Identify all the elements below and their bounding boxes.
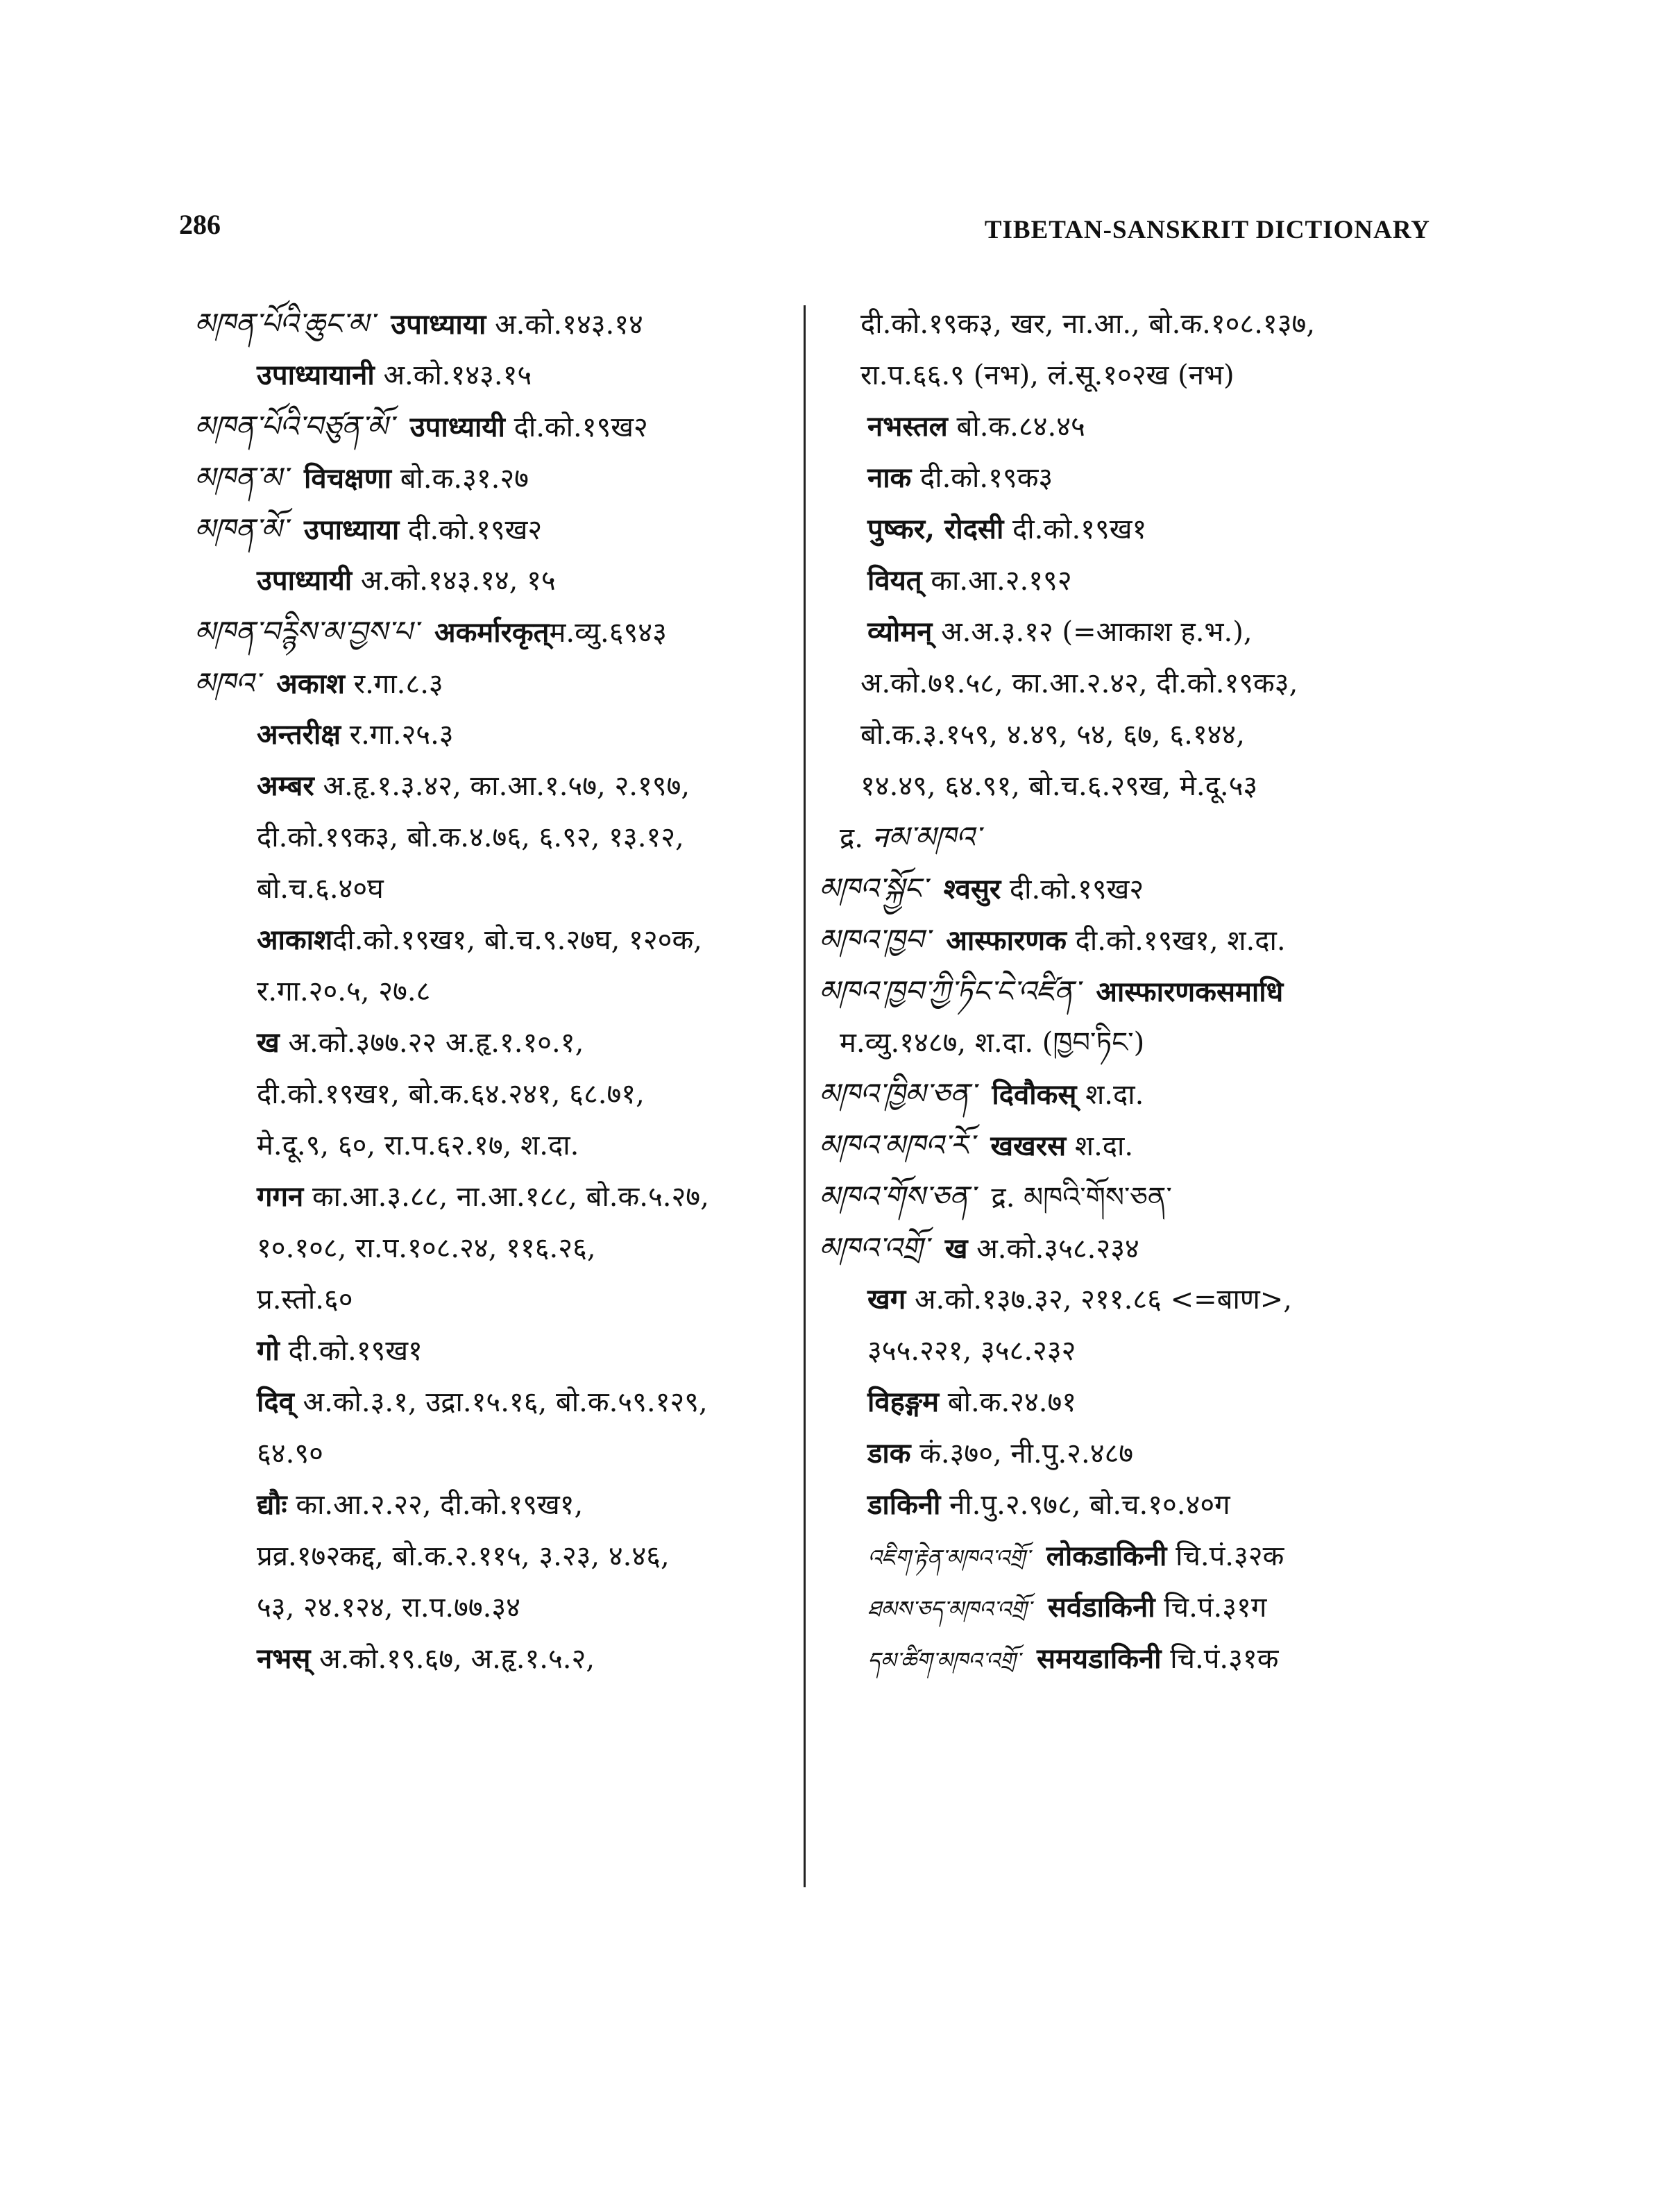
dictionary-line bbox=[194, 555, 798, 606]
sanskrit-equivalent: अकाश bbox=[276, 667, 346, 700]
sanskrit-equivalent: आस्फारणकसमाधि bbox=[1096, 976, 1284, 1008]
reference: बो.क.३.१५९, ४.४९, ५४, ६७, ६.१४४, bbox=[860, 719, 1245, 751]
tibetan-headword: མཁན་བཪྙིས་མ་བྱས་པ་ bbox=[194, 615, 418, 649]
reference: चि.पं.३२क bbox=[1166, 1540, 1284, 1572]
dictionary-line bbox=[194, 1633, 798, 1685]
reference: दी.को.१९ख२ bbox=[1001, 874, 1144, 905]
sanskrit-equivalent: ख bbox=[257, 1026, 280, 1059]
reference: म.व्यु.६९४३ bbox=[549, 617, 667, 649]
dictionary-line bbox=[819, 1428, 1443, 1479]
tibetan-headword: མཁའ་སྐྱོང་ bbox=[819, 871, 927, 905]
tibetan-headword: འཇིག་རྟེན་མཁའ་འགྲོ་ bbox=[867, 1545, 1030, 1571]
reference: द्र. bbox=[840, 822, 872, 854]
reference: र.गा.८.३ bbox=[345, 668, 443, 700]
dictionary-line bbox=[819, 401, 1443, 452]
reference: अ.को.३७७.२२ अ.हृ.१.१०.१, bbox=[279, 1027, 584, 1059]
dictionary-line bbox=[194, 709, 798, 760]
left-column bbox=[194, 298, 798, 1685]
dictionary-line bbox=[819, 452, 1443, 504]
tibetan-headword: མཁའ་ཁྱིམ་ཅན་ bbox=[819, 1077, 976, 1111]
reference: प्र.स्तो.६० bbox=[257, 1284, 353, 1316]
reference: दी.को.१९ख१, बो.क.६४.२४१, ६८.७१, bbox=[257, 1078, 645, 1110]
dictionary-line bbox=[819, 298, 1443, 350]
reference: दी.को.१९क३ bbox=[911, 462, 1053, 494]
sanskrit-equivalent: वियत् bbox=[867, 564, 922, 597]
tibetan-headword: नམ་མཁའ་ bbox=[872, 820, 981, 854]
dictionary-line bbox=[194, 1377, 798, 1428]
dictionary-line bbox=[194, 1017, 798, 1069]
sanskrit-equivalent: लोकडाकिनी bbox=[1046, 1540, 1167, 1572]
sanskrit-equivalent: व्योमन् bbox=[867, 615, 933, 648]
reference: चि.पं.३१ग bbox=[1155, 1592, 1267, 1624]
reference: चि.पं.३१क bbox=[1161, 1643, 1279, 1675]
reference: नी.पु.२.९७८, बो.च.१०.४०ग bbox=[940, 1489, 1230, 1521]
tibetan-headword: མཁན་པོའི་བཙུན་མོ་ bbox=[194, 409, 393, 443]
sanskrit-equivalent: विहङ्गम bbox=[867, 1386, 940, 1418]
reference: दी.को.१९ख१, बो.च.९.२७घ, १२०क, bbox=[332, 924, 702, 956]
reference: १०.१०८, रा.प.१०८.२४, ११६.२६, bbox=[257, 1232, 596, 1264]
dictionary-entry bbox=[194, 606, 798, 658]
dictionary-line bbox=[819, 1479, 1443, 1531]
reference: ३५५.२२१, ३५८.२३२ bbox=[867, 1335, 1076, 1367]
dictionary-line bbox=[194, 1582, 798, 1633]
dictionary-entry bbox=[194, 452, 798, 504]
reference: अ.को.३५८.२३४ bbox=[967, 1233, 1139, 1265]
reference: अ.को.१९.६७, अ.हृ.१.५.२, bbox=[310, 1643, 595, 1675]
dictionary-line bbox=[194, 1428, 798, 1479]
page-number: 286 bbox=[179, 209, 221, 240]
dictionary-line bbox=[819, 555, 1443, 606]
reference: दी.को.१९ख१, श.दा. bbox=[1066, 925, 1286, 957]
reference: अ.को.१३७.३२, २११.८६ <=बाण>, bbox=[906, 1284, 1292, 1316]
sanskrit-equivalent: विचक्षणा bbox=[304, 462, 391, 495]
reference: ५३, २४.१२४, रा.प.७७.३४ bbox=[257, 1592, 520, 1624]
dictionary-entry bbox=[819, 966, 1443, 1017]
dictionary-line bbox=[819, 1633, 1443, 1685]
reference: मे.दू.९, ६०, रा.प.६२.१७, श.दा. bbox=[257, 1130, 579, 1162]
reference: का.आ.२.२२, दी.को.१९ख१, bbox=[287, 1489, 584, 1521]
dictionary-line bbox=[819, 1582, 1443, 1633]
dictionary-line bbox=[194, 1120, 798, 1171]
sanskrit-equivalent: श्वसुर bbox=[943, 873, 1001, 905]
reference: दी.को.१९ख२ bbox=[399, 514, 543, 546]
sanskrit-equivalent: ख bbox=[944, 1232, 968, 1265]
dictionary-line bbox=[819, 350, 1443, 401]
dictionary-line bbox=[819, 1325, 1443, 1377]
reference: बो.च.६.४०घ bbox=[257, 873, 384, 905]
reference: ६४.९० bbox=[257, 1438, 323, 1470]
reference: प्रव्र.१७२कद्द, बो.क.२.११५, ३.२३, ४.४६, bbox=[257, 1540, 670, 1572]
tibetan-headword: དམ་ཚིག་མཁའ་འགྲོ་ bbox=[867, 1647, 1020, 1674]
reference: अ.को.१४३.१४ bbox=[486, 309, 643, 341]
reference: दी.को.१९ख१ bbox=[279, 1335, 423, 1367]
dictionary-entry bbox=[819, 1223, 1443, 1274]
dictionary-line bbox=[194, 1069, 798, 1120]
column-divider bbox=[804, 305, 806, 1887]
reference: द्र. མཁའི་གོས་ཅན་ bbox=[991, 1182, 1172, 1214]
reference: बो.क.८४.४५ bbox=[947, 411, 1085, 443]
dictionary-line bbox=[194, 1531, 798, 1582]
tibetan-headword: མཁའ་ཁྱབ་ཀྱི་ཏིང་ངེ་འཛིན་ bbox=[819, 974, 1080, 1008]
tibetan-headword: མཁའ་མཁའ་རོ་ bbox=[819, 1128, 974, 1162]
reference: कं.३७०, नी.पु.२.४८७ bbox=[910, 1438, 1134, 1470]
sanskrit-equivalent: उपाध्यायी bbox=[257, 564, 353, 597]
reference: अ.को.१४३.१५ bbox=[374, 359, 532, 391]
tibetan-headword: མཁའ་ཁྱབ་ bbox=[819, 923, 930, 957]
reference: दी.को.१९ख२ bbox=[504, 411, 648, 443]
dictionary-line bbox=[819, 709, 1443, 760]
tibetan-headword: མཁན་མ་ bbox=[194, 461, 288, 495]
sanskrit-equivalent: गगन bbox=[257, 1180, 304, 1213]
sanskrit-equivalent: सर्वडाकिनी bbox=[1047, 1591, 1155, 1624]
dictionary-entry bbox=[194, 658, 798, 709]
sanskrit-equivalent: अम्बर bbox=[257, 769, 314, 802]
sanskrit-equivalent: उपाध्यायानी bbox=[257, 359, 375, 391]
tibetan-headword: མཁའ་གོས་ཅན་ bbox=[819, 1180, 975, 1214]
dictionary-line bbox=[194, 1325, 798, 1377]
sanskrit-equivalent: नाक bbox=[867, 461, 912, 494]
sanskrit-equivalent: डाकिनी bbox=[867, 1488, 941, 1521]
sanskrit-equivalent: द्यौः bbox=[257, 1488, 287, 1521]
dictionary-line bbox=[194, 350, 798, 401]
reference: का.आ.२.१९२ bbox=[922, 565, 1072, 597]
dictionary-line bbox=[819, 1274, 1443, 1325]
reference: का.आ.३.८८, ना.आ.१८८, बो.क.५.२७, bbox=[303, 1181, 709, 1213]
reference: र.गा.२५.३ bbox=[341, 719, 454, 751]
tibetan-headword: མཁན་མོ་ bbox=[194, 512, 288, 546]
tibetan-headword: མཁའ་འགྲོ་ bbox=[819, 1231, 928, 1265]
dictionary-entry bbox=[194, 298, 798, 350]
dictionary-line bbox=[819, 1017, 1443, 1069]
reference: अ.हृ.१.३.४२, का.आ.१.५७, २.१९७, bbox=[314, 770, 690, 802]
dictionary-entry bbox=[819, 1171, 1443, 1223]
reference: अ.को.३.१, उद्रा.१५.१६, बो.क.५९.१२९, bbox=[294, 1386, 708, 1418]
dictionary-line bbox=[194, 1479, 798, 1531]
reference: अ.को.७१.५८, का.आ.२.४२, दी.को.१९क३, bbox=[860, 667, 1298, 699]
dictionary-entry bbox=[819, 1120, 1443, 1171]
sanskrit-equivalent: डाक bbox=[867, 1437, 911, 1470]
dictionary-entry bbox=[819, 863, 1443, 914]
reference: दी.को.१९ख१ bbox=[1003, 513, 1147, 545]
reference: दी.को.१९क३, खर, ना.आ., बो.क.१०८.१३७, bbox=[860, 308, 1316, 340]
sanskrit-equivalent: पुष्कर, रोदसी bbox=[867, 513, 1004, 545]
reference: बो.क.३१.२७ bbox=[391, 463, 529, 495]
reference: श.दा. bbox=[1066, 1130, 1134, 1162]
sanskrit-equivalent: आस्फारणक bbox=[946, 924, 1067, 957]
tibetan-headword: ཐམས་ཅད་མཁའ་འགྲོ་ bbox=[867, 1596, 1031, 1622]
dictionary-line bbox=[819, 504, 1443, 555]
dictionary-line bbox=[194, 1223, 798, 1274]
dictionary-line bbox=[819, 658, 1443, 709]
right-column bbox=[819, 298, 1443, 1685]
sanskrit-equivalent: अन्तरीक्ष bbox=[257, 718, 341, 751]
dictionary-line bbox=[194, 966, 798, 1017]
sanskrit-equivalent: आकाश bbox=[257, 924, 333, 956]
sanskrit-equivalent: उपाध्याया bbox=[304, 513, 400, 546]
sanskrit-equivalent: गो bbox=[257, 1334, 280, 1367]
dictionary-line bbox=[819, 1377, 1443, 1428]
reference: रा.प.६६.९ (नभ), लं.सू.१०२ख (नभ) bbox=[860, 359, 1234, 391]
sanskrit-equivalent: समयडाकिनी bbox=[1036, 1642, 1162, 1675]
sanskrit-equivalent: अकर्मारकृत् bbox=[434, 616, 550, 649]
dictionary-line bbox=[819, 812, 1443, 863]
sanskrit-equivalent: उपाध्याया bbox=[391, 308, 486, 341]
reference: र.गा.२०.५, २७.८ bbox=[257, 976, 431, 1007]
sanskrit-equivalent: नभस्तल bbox=[867, 410, 948, 443]
reference: दी.को.१९क३, बो.क.४.७६, ६.९२, १३.१२, bbox=[257, 822, 684, 853]
sanskrit-equivalent: नभस् bbox=[257, 1642, 311, 1675]
sanskrit-equivalent: उपाध्यायी bbox=[409, 411, 505, 443]
dictionary-entry bbox=[819, 914, 1443, 966]
reference: म.व्यु.१४८७, श.दा. (ཁྱབ་ཏིང་) bbox=[840, 1027, 1145, 1059]
sanskrit-equivalent: दिव् bbox=[257, 1386, 294, 1418]
sanskrit-equivalent: खग bbox=[867, 1283, 906, 1316]
reference: अ.को.१४३.१४, १५ bbox=[352, 565, 556, 597]
dictionary-line bbox=[194, 914, 798, 966]
tibetan-headword: མཁན་པོའི་ཆུང་མ་ bbox=[194, 307, 375, 341]
dictionary-line bbox=[194, 863, 798, 914]
reference: १४.४९, ६४.९१, बो.च.६.२९ख, मे.दू.५३ bbox=[860, 770, 1258, 802]
sanskrit-equivalent: दिवौकस् bbox=[992, 1078, 1077, 1111]
sanskrit-equivalent: खखरस bbox=[990, 1130, 1067, 1162]
dictionary-line bbox=[194, 1274, 798, 1325]
reference: श.दा. bbox=[1076, 1079, 1144, 1111]
dictionary-entry bbox=[819, 1069, 1443, 1120]
dictionary-line bbox=[819, 1531, 1443, 1582]
dictionary-line bbox=[819, 760, 1443, 812]
reference: बो.क.२४.७१ bbox=[939, 1386, 1077, 1418]
reference: अ.अ.३.१२ (=आकाश ह.भ.), bbox=[932, 616, 1253, 648]
tibetan-headword: མཁའ་ bbox=[194, 666, 260, 700]
dictionary-entry bbox=[194, 401, 798, 452]
dictionary-line bbox=[194, 1171, 798, 1223]
running-head: TIBETAN-SANSKRIT DICTIONARY bbox=[984, 216, 1430, 244]
dictionary-line bbox=[194, 812, 798, 863]
dictionary-line bbox=[819, 606, 1443, 658]
dictionary-line bbox=[194, 760, 798, 812]
dictionary-entry bbox=[194, 504, 798, 555]
